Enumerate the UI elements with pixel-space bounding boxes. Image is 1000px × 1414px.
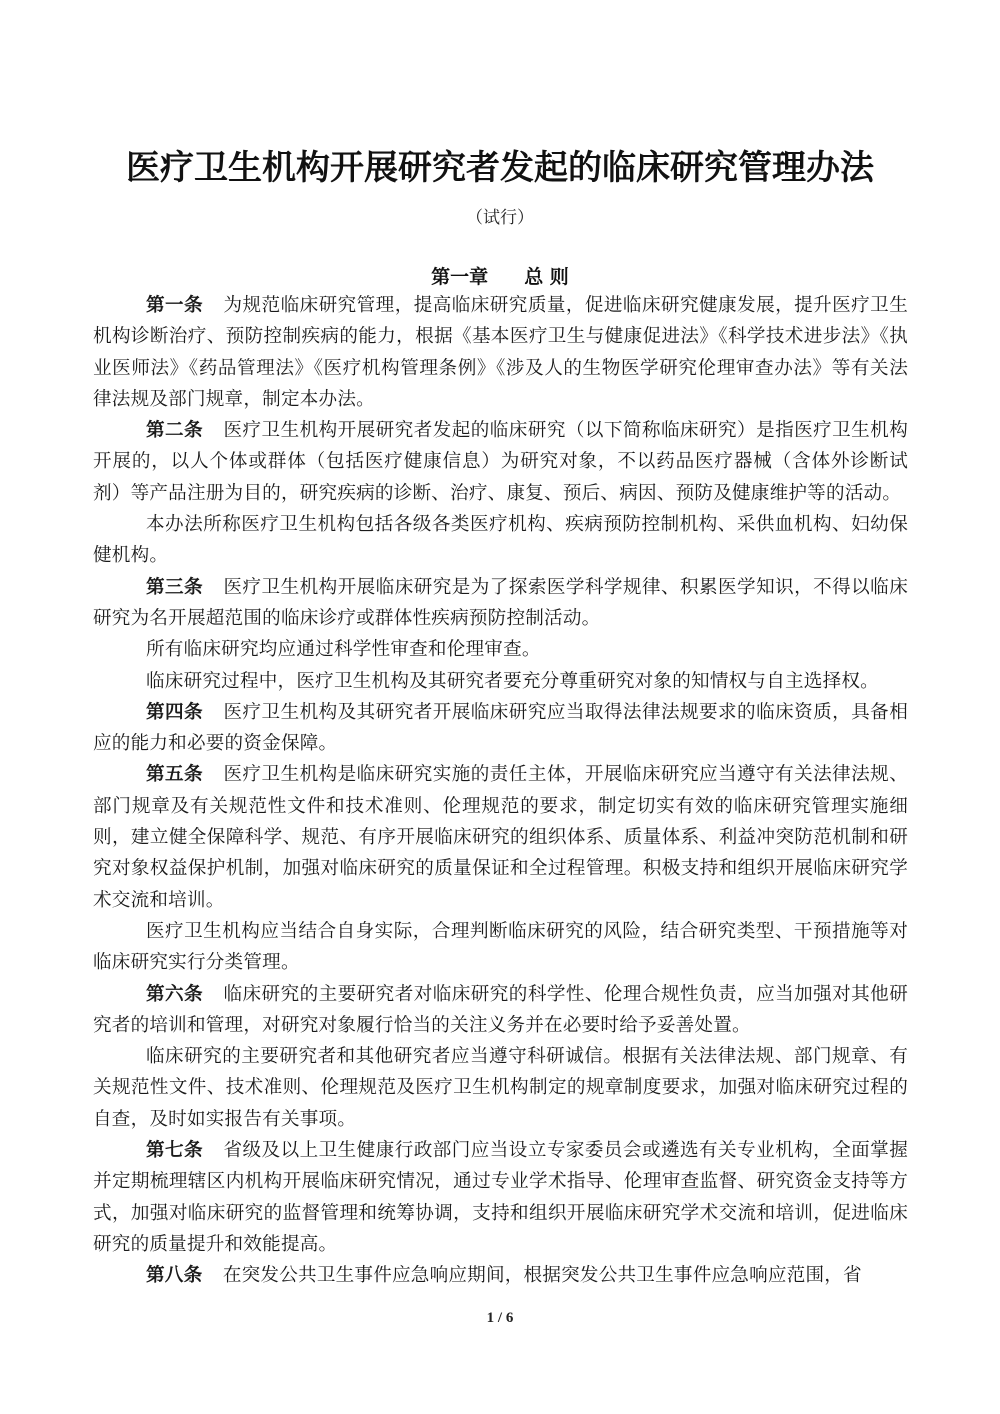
paragraph-text: 临床研究的主要研究者和其他研究者应当遵守科研诚信。根据有关法律法规、部门规章、有关规范性文件、技术准则、伦理规范及医疗卫生机构制定的规章制度要求，加强对临床研究过程的自查，及时如实报告有关事项。 (93, 1046, 908, 1130)
chapter-name: 总 则 (524, 266, 569, 288)
paragraph-text: 临床研究过程中，医疗卫生机构及其研究者要充分尊重研究对象的知情权与自主选择权。 (146, 670, 879, 692)
article-label: 第四条 (146, 701, 204, 723)
article-paragraph (93, 415, 908, 509)
article-paragraph (93, 290, 908, 415)
article-paragraph (93, 697, 908, 760)
article-label: 第六条 (146, 983, 204, 1005)
article-paragraph (93, 759, 908, 915)
article-label: 第七条 (146, 1140, 204, 1162)
document-subtitle: （试行） (466, 208, 534, 228)
paragraph-text: 所有临床研究均应通过科学性审查和伦理审查。 (146, 639, 541, 661)
paragraph-text: 临床研究的主要研究者对临床研究的科学性、伦理合规性负责，应当加强对其他研究者的培训和管理，对研究对象履行恰当的关注义务并在必要时给予妥善处置。 (93, 983, 908, 1036)
paragraph (93, 916, 908, 979)
paragraph-text: 医疗卫生机构是临床研究实施的责任主体，开展临床研究应当遵守有关法律法规、部门规章及有关规范性文件和技术准则、伦理规范的要求，制定切实有效的临床研究管理实施细则，建立健全保障科学、规范、有序开展临床研究的组织体系、质量体系、利益冲突防范机制和研究对象权益保护机制，加强对临床研究的质量保证和全过程管理。积极支持和组织开展临床研究学术交流和培训。 (93, 764, 908, 911)
paragraph-text: 医疗卫生机构应当结合自身实际，合理判断临床研究的风险，结合研究类型、干预措施等对临床研究实行分类管理。 (93, 920, 908, 974)
paragraph (93, 634, 908, 665)
article-label: 第三条 (146, 576, 204, 598)
article-paragraph (93, 979, 908, 1042)
paragraph-text: 医疗卫生机构及其研究者开展临床研究应当取得法律法规要求的临床资质，具备相应的能力和必要的资金保障。 (93, 701, 908, 755)
paragraph (93, 666, 908, 697)
paragraph-text: 医疗卫生机构开展研究者发起的临床研究（以下简称临床研究）是指医疗卫生机构开展的，以人个体或群体（包括医疗健康信息）为研究对象，不以药品医疗器械（含体外诊断试剂）等产品注册为目的，研究疾病的诊断、治疗、康复、预后、病因、预防及健康维护等的活动。 (93, 420, 908, 504)
article-paragraph (93, 1135, 908, 1260)
paragraph-text: 医疗卫生机构开展临床研究是为了探索医学科学规律、积累医学知识，不得以临床研究为名开展超范围的临床诊疗或群体性疾病预防控制活动。 (93, 576, 908, 629)
article-label: 第二条 (146, 420, 204, 442)
chapter-heading (0, 262, 1000, 289)
article-label: 第五条 (146, 764, 204, 786)
document-title: 医疗卫生机构开展研究者发起的临床研究管理办法 (126, 148, 874, 188)
paragraph-text: 省级及以上卫生健康行政部门应当设立专家委员会或遴选有关专业机构，全面掌握并定期梳理辖区内机构开展临床研究情况，通过专业学术指导、伦理审查监督、研究资金支持等方式，加强对临床研究的监督管理和统筹协调，支持和组织开展临床研究学术交流和培训，促进临床研究的质量提升和效能提高。 (93, 1140, 908, 1255)
document-body (93, 290, 908, 1292)
paragraph (93, 509, 908, 572)
paragraph-text: 本办法所称医疗卫生机构包括各级各类医疗机构、疾病预防控制机构、采供血机构、妇幼保健机构。 (93, 514, 908, 567)
chapter-number: 第一章 (431, 266, 489, 288)
article-paragraph (93, 572, 908, 635)
paragraph-text: 在突发公共卫生事件应急响应期间，根据突发公共卫生事件应急响应范围，省 (222, 1265, 862, 1287)
paragraph (93, 1041, 908, 1135)
article-label: 第一条 (146, 295, 204, 316)
article-label: 第八条 (146, 1265, 203, 1287)
page-number: 1 / 6 (486, 1310, 514, 1326)
article-paragraph (93, 1260, 908, 1291)
paragraph-text: 为规范临床研究管理，提高临床研究质量，促进临床研究健康发展，提升医疗卫生机构诊断治疗、预防控制疾病的能力，根据《基本医疗卫生与健康促进法》《科学技术进步法》《执业医师法》《药品管理法》《医疗机构管理条例》《涉及人的生物医学研究伦理审查办法》等有关法律法规及部门规章，制定本办法。 (93, 295, 908, 410)
